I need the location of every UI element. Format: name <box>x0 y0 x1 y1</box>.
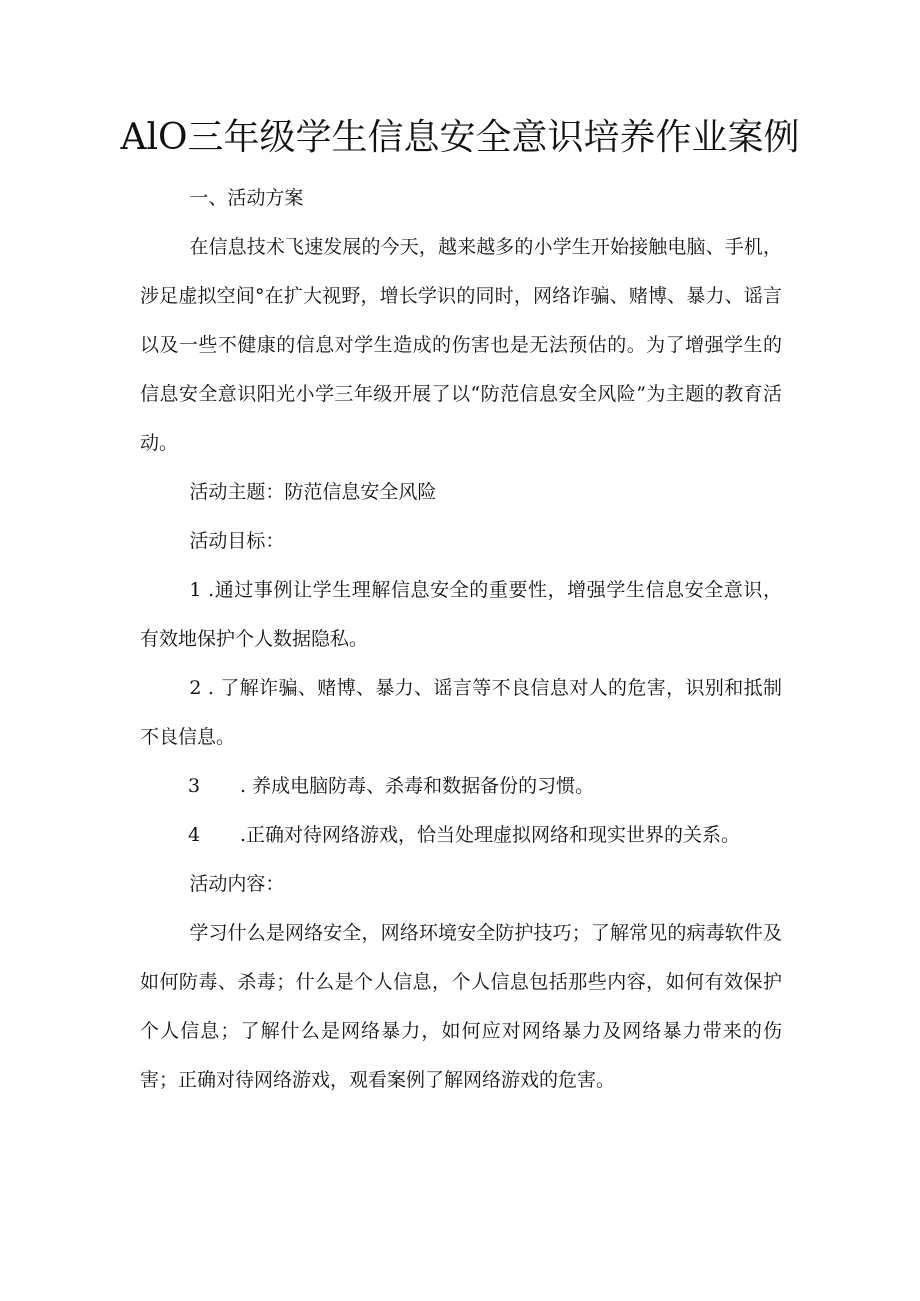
goal-item-4 <box>140 811 782 860</box>
intro-paragraph: 在信息技术飞速发展的今天，越来越多的小学生开始接触电脑、手机，涉足虚拟空间°在扩大视野，增长学识的同时，网络诈骗、赌博、暴力、谣言以及一些不健康的信息对学生造成的伤害也是无法预估的。为了增强学生的信息安全意识阳光小学三年级开展了以“防范信息安全风险”为主题的教育活动。 <box>140 236 782 454</box>
activity-content-paragraph: 学习什么是网络安全，网络环境安全防护技巧；了解常见的病毒软件及如何防毒、杀毒；什么是个人信息，个人信息包括那些内容，如何有效保护个人信息；了解什么是网络暴力，如何应对网络暴力及网络暴力带来的伤害；正确对待网络游戏，观看案例了解网络游戏的危害。 <box>140 922 782 1091</box>
goal-item-4-text: .正确对待网络游戏，恰当处理虚拟网络和现实世界的关系。 <box>240 824 741 846</box>
goal-item-3-number: 3 <box>188 775 201 797</box>
section-heading: 一、活动方案 <box>189 187 304 209</box>
activity-goals-label: 活动目标： <box>189 530 285 552</box>
goal-item-4-number: 4 <box>188 824 201 846</box>
document-title: AlO三年级学生信息安全意识培养作业案例 <box>120 117 800 158</box>
activity-content-label: 活动内容： <box>189 873 285 895</box>
document-body <box>140 174 782 1105</box>
goal-item-1: 1 .通过事例让学生理解信息安全的重要性，增强学生信息安全意识，有效地保护个人数据隐私。 <box>140 579 782 650</box>
goal-item-2: 2 . 了解诈骗、赌博、暴力、谣言等不良信息对人的危害，识别和抵制不良信息。 <box>140 677 782 748</box>
goal-item-3-text: . 养成电脑防毒、杀毒和数据备份的习惯。 <box>240 775 595 797</box>
activity-theme: 活动主题：防范信息安全风险 <box>189 481 437 503</box>
goal-item-3 <box>140 762 782 811</box>
